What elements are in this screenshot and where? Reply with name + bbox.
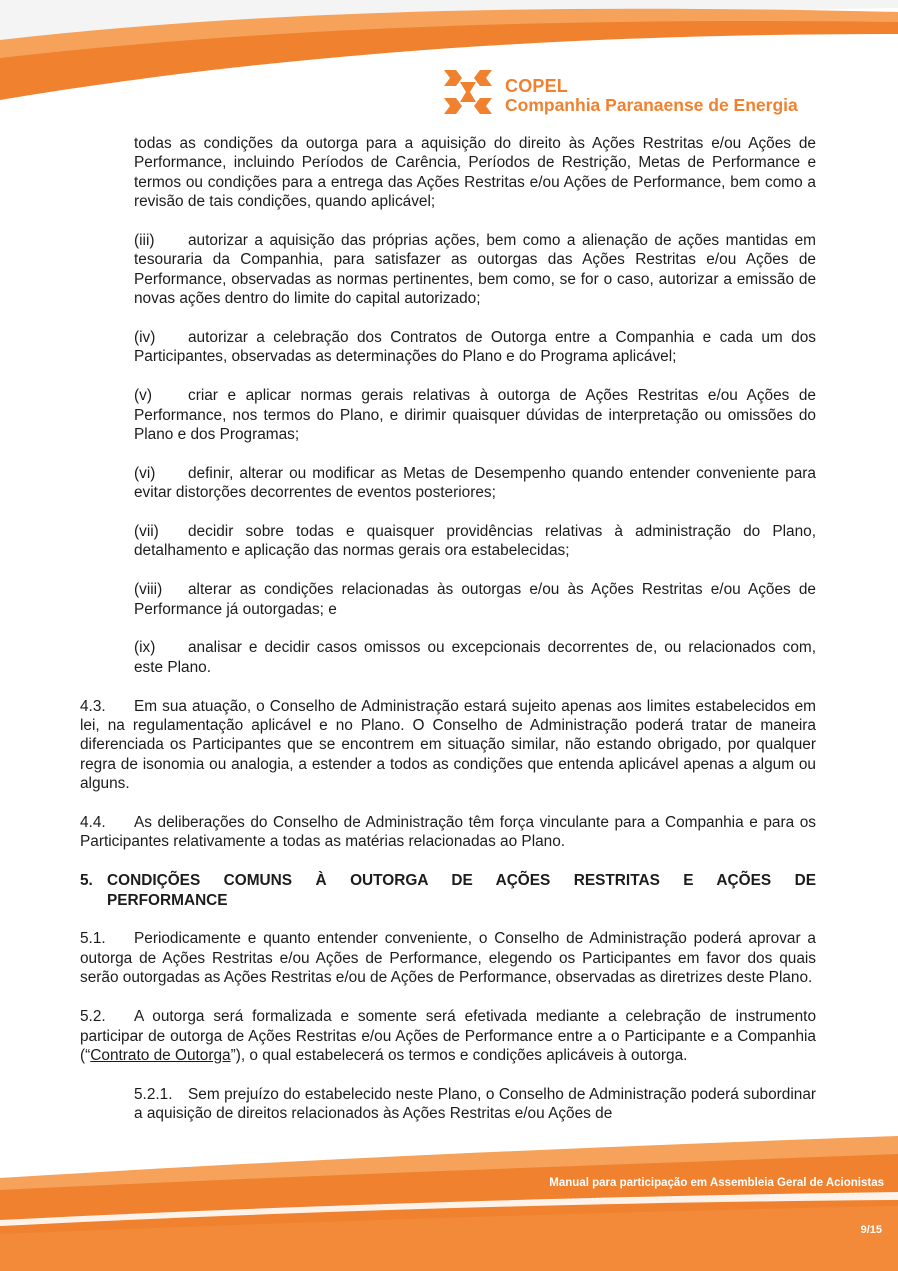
- section-4-3: [80, 697, 816, 794]
- copel-logo: [442, 68, 822, 118]
- list-item-text: definir, alterar ou modificar as Metas de Desempenho quando entender conveniente para evitar distorções decorrentes de eventos posteriores;: [134, 464, 816, 502]
- list-item-number: (iii): [134, 232, 155, 250]
- list-item-number: (iv): [134, 329, 156, 347]
- list-item-number: (v): [134, 387, 152, 405]
- section-5-2: [80, 1007, 816, 1065]
- list-item-text: autorizar a aquisição das próprias ações, bem como a alienação de ações mantidas em tesouraria da Companhia, para satisfazer as outorgas das Ações Restritas e/ou Ações de Performance, observadas as normas pertinentes, bem como, se for o caso, autorizar a emissão de novas ações dentro do limite do capital autorizado;: [134, 232, 816, 308]
- section-text: As deliberações do Conselho de Administração têm força vinculante para a Companhia e para os Participantes relativamente a todas as matérias relacionadas ao Plano.: [80, 814, 816, 851]
- brand-name: COPEL: [505, 76, 569, 96]
- list-item-number: (vi): [134, 464, 156, 482]
- section-number: 5.1.: [80, 930, 106, 948]
- heading-line-1: CONDIÇÕES COMUNS À OUTORGA DE AÇÕES RESTRITAS E AÇÕES DE: [107, 872, 816, 890]
- list-item-vi: [134, 464, 816, 503]
- section-text: Em sua atuação, o Conselho de Administração estará sujeito apenas aos limites estabelecidos em lei, na regulamentação aplicável e no Plano. O Conselho de Administração poderá tratar de maneira diferenciada os Participantes que se encontrem em situação similar, não estando obrigado, por qualquer regra de isonomia ou analogia, a estender a todos as condições que entenda aplicável apenas a algum ou alguns.: [80, 697, 816, 793]
- section-text-a: A outorga será formalizada e somente será efetivada mediante a celebração de instrumento participar de outorga de Ações Restritas e/ou Ações de Performance entre a o Participante e a Companhia (“: [80, 1008, 816, 1064]
- brand-subtitle: Companhia Paranaense de Energia: [505, 95, 798, 115]
- list-item-iii: [134, 231, 816, 309]
- list-item-number: (viii): [134, 581, 163, 599]
- section-text: Periodicamente e quanto entender conveniente, o Conselho de Administração poderá aprovar a outorga de Ações Restritas e/ou Ações de Performance, elegendo os Participantes em favor dos quais serão outorgadas as Ações Restritas e/ou de Ações de Performance, observadas as diretrizes deste Plano.: [80, 930, 816, 987]
- section-4-4: [80, 813, 816, 852]
- section-text: Sem prejuízo do estabelecido neste Plano, o Conselho de Administração poderá subordinar a aquisição de direitos relacionados às Ações Restritas e/ou Ações de: [134, 1085, 816, 1123]
- list-item-iv: [134, 328, 816, 367]
- list-item-text: autorizar a celebração dos Contratos de Outorga entre a Companhia e cada um dos Participantes, observadas as determinações do Plano e do Programa aplicável;: [134, 329, 816, 366]
- logo-text: [505, 77, 798, 115]
- section-number: 5.2.1.: [134, 1085, 173, 1103]
- section-5-2-1: [134, 1085, 816, 1124]
- list-item-ix: [134, 638, 816, 677]
- defined-term-contrato-de-outorga: Contrato de Outorga: [90, 1046, 231, 1064]
- list-item-viii: [134, 580, 816, 619]
- copel-logo-icon: [442, 68, 494, 116]
- list-item-vii: [134, 522, 816, 561]
- section-number: 4.4.: [80, 814, 106, 832]
- paragraph-continuation: todas as condições da outorga para a aquisição do direito às Ações Restritas e/ou Ações de Performance, incluindo Períodos de Carência, Períodos de Restrição, Metas de Performance e termos ou condições para a entrega das Ações Restritas e/ou Ações de Performance, bem como a revisão de tais condições, quando aplicável;: [134, 135, 816, 211]
- section-5-1: [80, 929, 816, 987]
- list-item-number: (ix): [134, 639, 156, 657]
- section-text-b: ”), o qual estabelecerá os termos e condições aplicáveis à outorga.: [230, 1046, 688, 1064]
- section-5-heading: [80, 871, 816, 890]
- section-5-heading-line-2: PERFORMANCE: [107, 891, 228, 909]
- section-number: 4.3.: [80, 697, 106, 715]
- section-number: 5.2.: [80, 1008, 106, 1026]
- list-item-text: analisar e decidir casos omissos ou excepcionais decorrentes de, ou relacionados com, este Plano.: [134, 639, 816, 676]
- list-item-v: [134, 386, 816, 444]
- document-body: [80, 134, 816, 1124]
- footer-band: [0, 1130, 898, 1271]
- footer-title: Manual para participação em Assembleia Geral de Acionistas: [549, 1177, 884, 1189]
- list-item-text: decidir sobre todas e quaisquer providências relativas à administração do Plano, detalhamento e aplicação das normas gerais ora estabelecidas;: [134, 523, 816, 560]
- list-item-text: alterar as condições relacionadas às outorgas e/ou às Ações Restritas e/ou Ações de Performance já outorgadas; e: [134, 581, 816, 618]
- page-number: 9/15: [860, 1224, 882, 1236]
- list-item-text: criar e aplicar normas gerais relativas à outorga de Ações Restritas e/ou Ações de Performance, nos termos do Plano, e dirimir quaisquer dúvidas de interpretação ou omissões do Plano e dos Programas;: [134, 387, 816, 444]
- heading-number: 5.: [80, 872, 93, 890]
- list-item-number: (vii): [134, 523, 159, 541]
